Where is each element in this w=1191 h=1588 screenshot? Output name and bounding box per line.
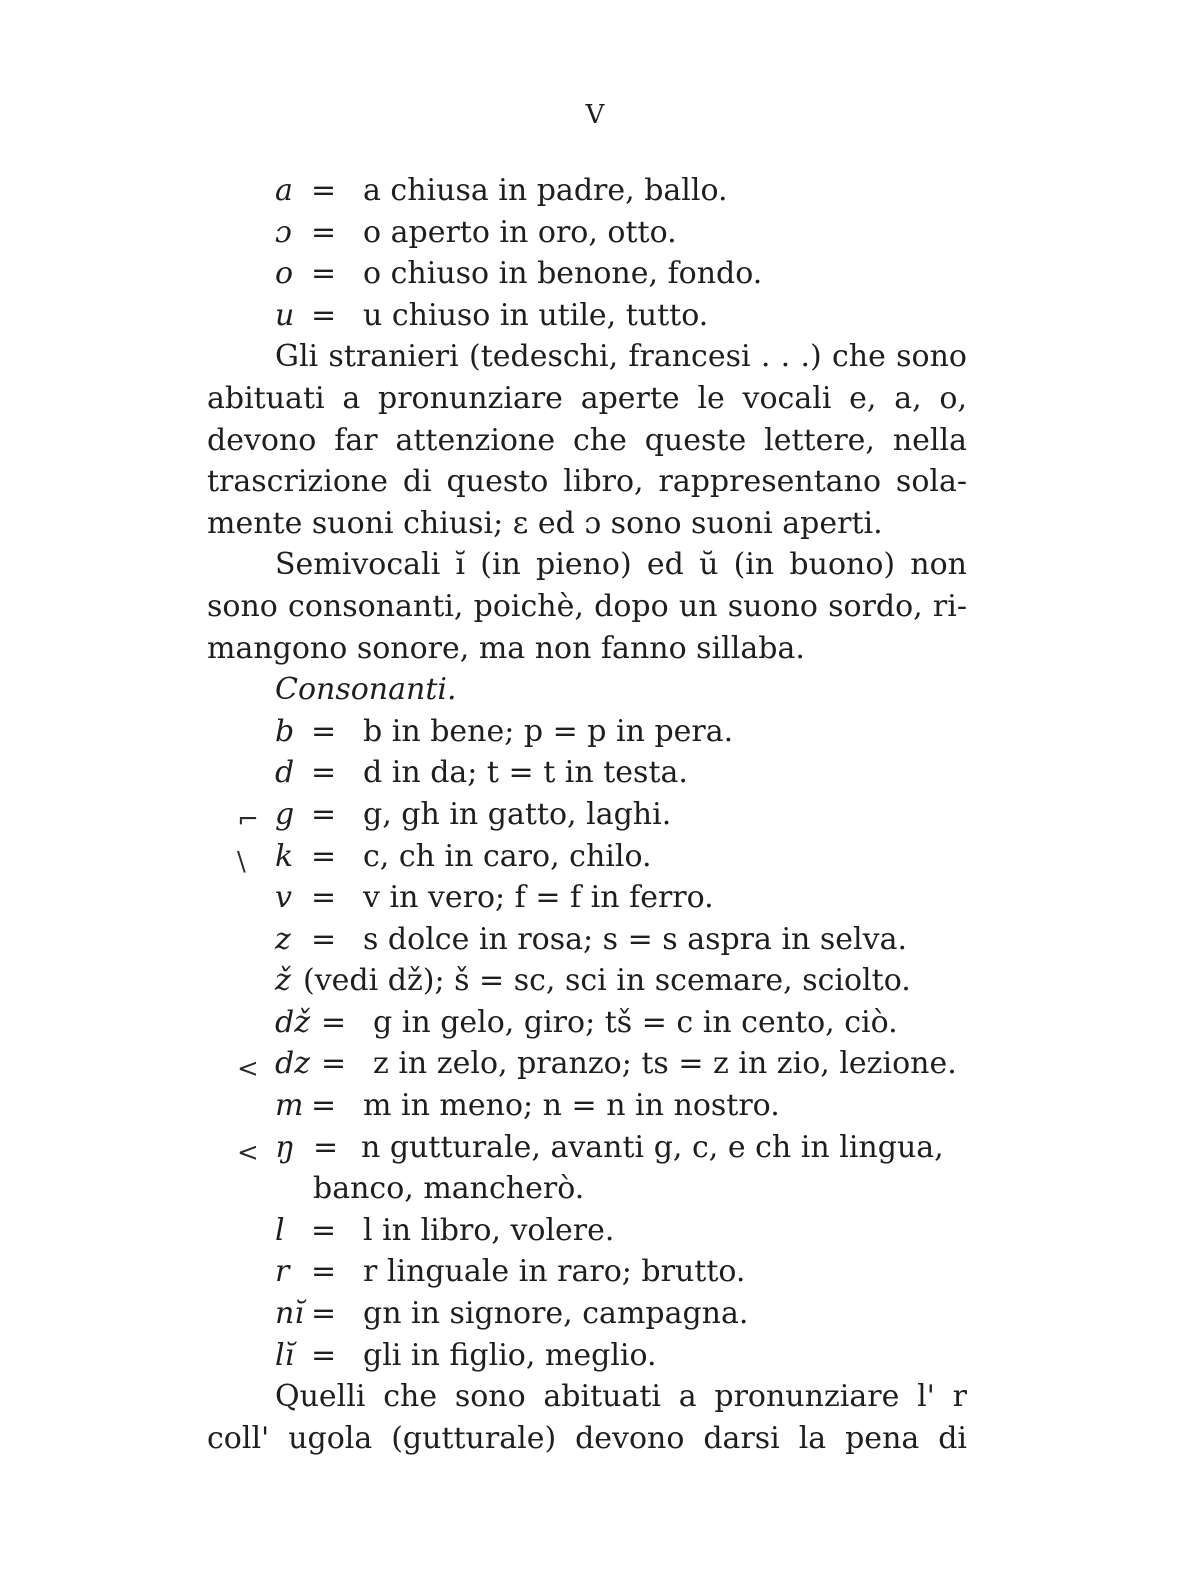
consonant-row-eng — [207, 1127, 967, 1210]
definition: s dolce in rosa; s = s aspra in selva. — [363, 921, 908, 957]
definition: n gutturale, avanti g, c, e ch in lingua, — [361, 1129, 944, 1165]
symbol: g — [275, 796, 295, 832]
definition: v in vero; f = f in ferro. — [363, 880, 714, 916]
equals: = — [311, 1337, 337, 1373]
definition: l in libro, volere. — [363, 1212, 615, 1248]
symbol: ŋ — [275, 1129, 295, 1165]
margin-mark: \ — [237, 846, 246, 877]
symbol: b — [275, 713, 295, 749]
definition: m in meno; n = n in nostro. — [363, 1088, 780, 1124]
equals: = — [311, 796, 337, 832]
eng-continuation: banco, mancherò. — [313, 1171, 585, 1207]
symbol: nĭ — [275, 1296, 304, 1332]
equals: = — [311, 755, 337, 791]
definition: (vedi dž); š = sc, sci in scemare, sciolto. — [303, 963, 911, 999]
equals: = — [313, 1129, 339, 1165]
consonant-row — [207, 1210, 967, 1252]
text-line: trascrizione di questo libro, rappresentano sola- — [207, 464, 967, 500]
equals: = — [311, 1212, 337, 1248]
definition: g in gelo, giro; tš = c in cento, ciò. — [373, 1004, 898, 1040]
equals: = — [311, 214, 337, 250]
page-body — [207, 170, 967, 1459]
symbol: lĭ — [275, 1337, 295, 1373]
definition: gn in signore, campagna. — [363, 1296, 749, 1332]
definition: a chiusa in padre, ballo. — [363, 173, 728, 208]
text-line: Semivocali ĭ (in pieno) ed ŭ (in buono) non — [275, 547, 967, 583]
definition: gli in figlio, meglio. — [363, 1337, 657, 1373]
vowel-row — [207, 295, 967, 337]
consonant-row — [207, 836, 967, 878]
equals: = — [321, 1046, 347, 1082]
definition: o chiuso in benone, fondo. — [363, 256, 763, 292]
symbol: dž — [275, 1004, 311, 1040]
definition: o aperto in oro, otto. — [363, 214, 677, 250]
consonant-row — [207, 711, 967, 753]
paragraph-semivocali — [207, 544, 967, 669]
vowel-row — [207, 253, 967, 295]
symbol: r — [275, 1254, 290, 1290]
section-heading: Consonanti. — [275, 672, 457, 708]
equals: = — [311, 297, 337, 333]
margin-mark: < — [237, 1054, 259, 1085]
symbol: z — [275, 921, 291, 957]
symbol: v — [275, 880, 292, 916]
symbol: ž — [275, 963, 291, 999]
text-line: mente suoni chiusi; ε ed ɔ sono suoni aperti. — [207, 505, 883, 541]
equals: = — [311, 1296, 337, 1332]
text-line: mangono sonore, ma non fanno sillaba. — [207, 630, 805, 666]
equals: = — [311, 838, 337, 874]
margin-mark: < — [237, 1137, 259, 1168]
symbol: o — [275, 256, 294, 292]
equals: = — [311, 256, 337, 292]
definition: g, gh in gatto, laghi. — [363, 796, 672, 832]
text-line: abituati a pronunziare aperte le vocali e, a, o, — [207, 380, 967, 416]
text-line: coll' ugola (gutturale) devono darsi la pena di — [207, 1420, 967, 1456]
paragraph-stranieri — [207, 336, 967, 544]
symbol: ɔ — [275, 214, 292, 250]
consonant-row — [207, 1335, 967, 1377]
consonant-row — [207, 752, 967, 794]
consonant-row — [207, 1293, 967, 1335]
consonant-row — [207, 960, 967, 1002]
text-line: sono consonanti, poichè, dopo un suono sordo, ri- — [207, 588, 967, 624]
consonant-row — [207, 919, 967, 961]
definition: b in bene; p = p in pera. — [363, 713, 734, 749]
symbol: a — [275, 173, 293, 208]
symbol: u — [275, 297, 295, 333]
consonant-row — [207, 877, 967, 919]
symbol: l — [275, 1212, 285, 1248]
page-number: V — [585, 100, 606, 130]
eng-line — [275, 1127, 967, 1169]
definition: d in da; t = t in testa. — [363, 755, 688, 791]
equals: = — [311, 921, 337, 957]
equals: = — [321, 1004, 347, 1040]
definition: c, ch in caro, chilo. — [363, 838, 652, 874]
consonant-row — [207, 1002, 967, 1044]
vowel-row — [207, 170, 967, 212]
definition: r linguale in raro; brutto. — [363, 1254, 746, 1290]
symbol: d — [275, 755, 295, 791]
text-line: Quelli che sono abituati a pronunziare l' r — [275, 1379, 967, 1415]
equals: = — [311, 173, 337, 208]
equals: = — [311, 713, 337, 749]
consonant-row — [207, 1085, 967, 1127]
symbol: m — [275, 1088, 304, 1124]
definition: z in zelo, pranzo; ts = z in zio, lezione. — [373, 1046, 957, 1082]
consonant-row — [207, 1043, 967, 1085]
text-line: devono far attenzione che queste lettere, nella — [207, 422, 967, 458]
text-line: Gli stranieri (tedeschi, francesi . . .) che sono — [275, 339, 967, 375]
consonant-row — [207, 1251, 967, 1293]
definition: u chiuso in utile, tutto. — [363, 297, 709, 333]
symbol: k — [275, 838, 294, 874]
equals: = — [311, 880, 337, 916]
margin-mark: ⌐ — [237, 804, 259, 835]
paragraph-quelli — [207, 1376, 967, 1459]
consonant-row — [207, 794, 967, 836]
symbol: dz — [275, 1046, 311, 1082]
equals: = — [311, 1254, 337, 1290]
equals: = — [311, 1088, 337, 1124]
vowel-row — [207, 212, 967, 254]
